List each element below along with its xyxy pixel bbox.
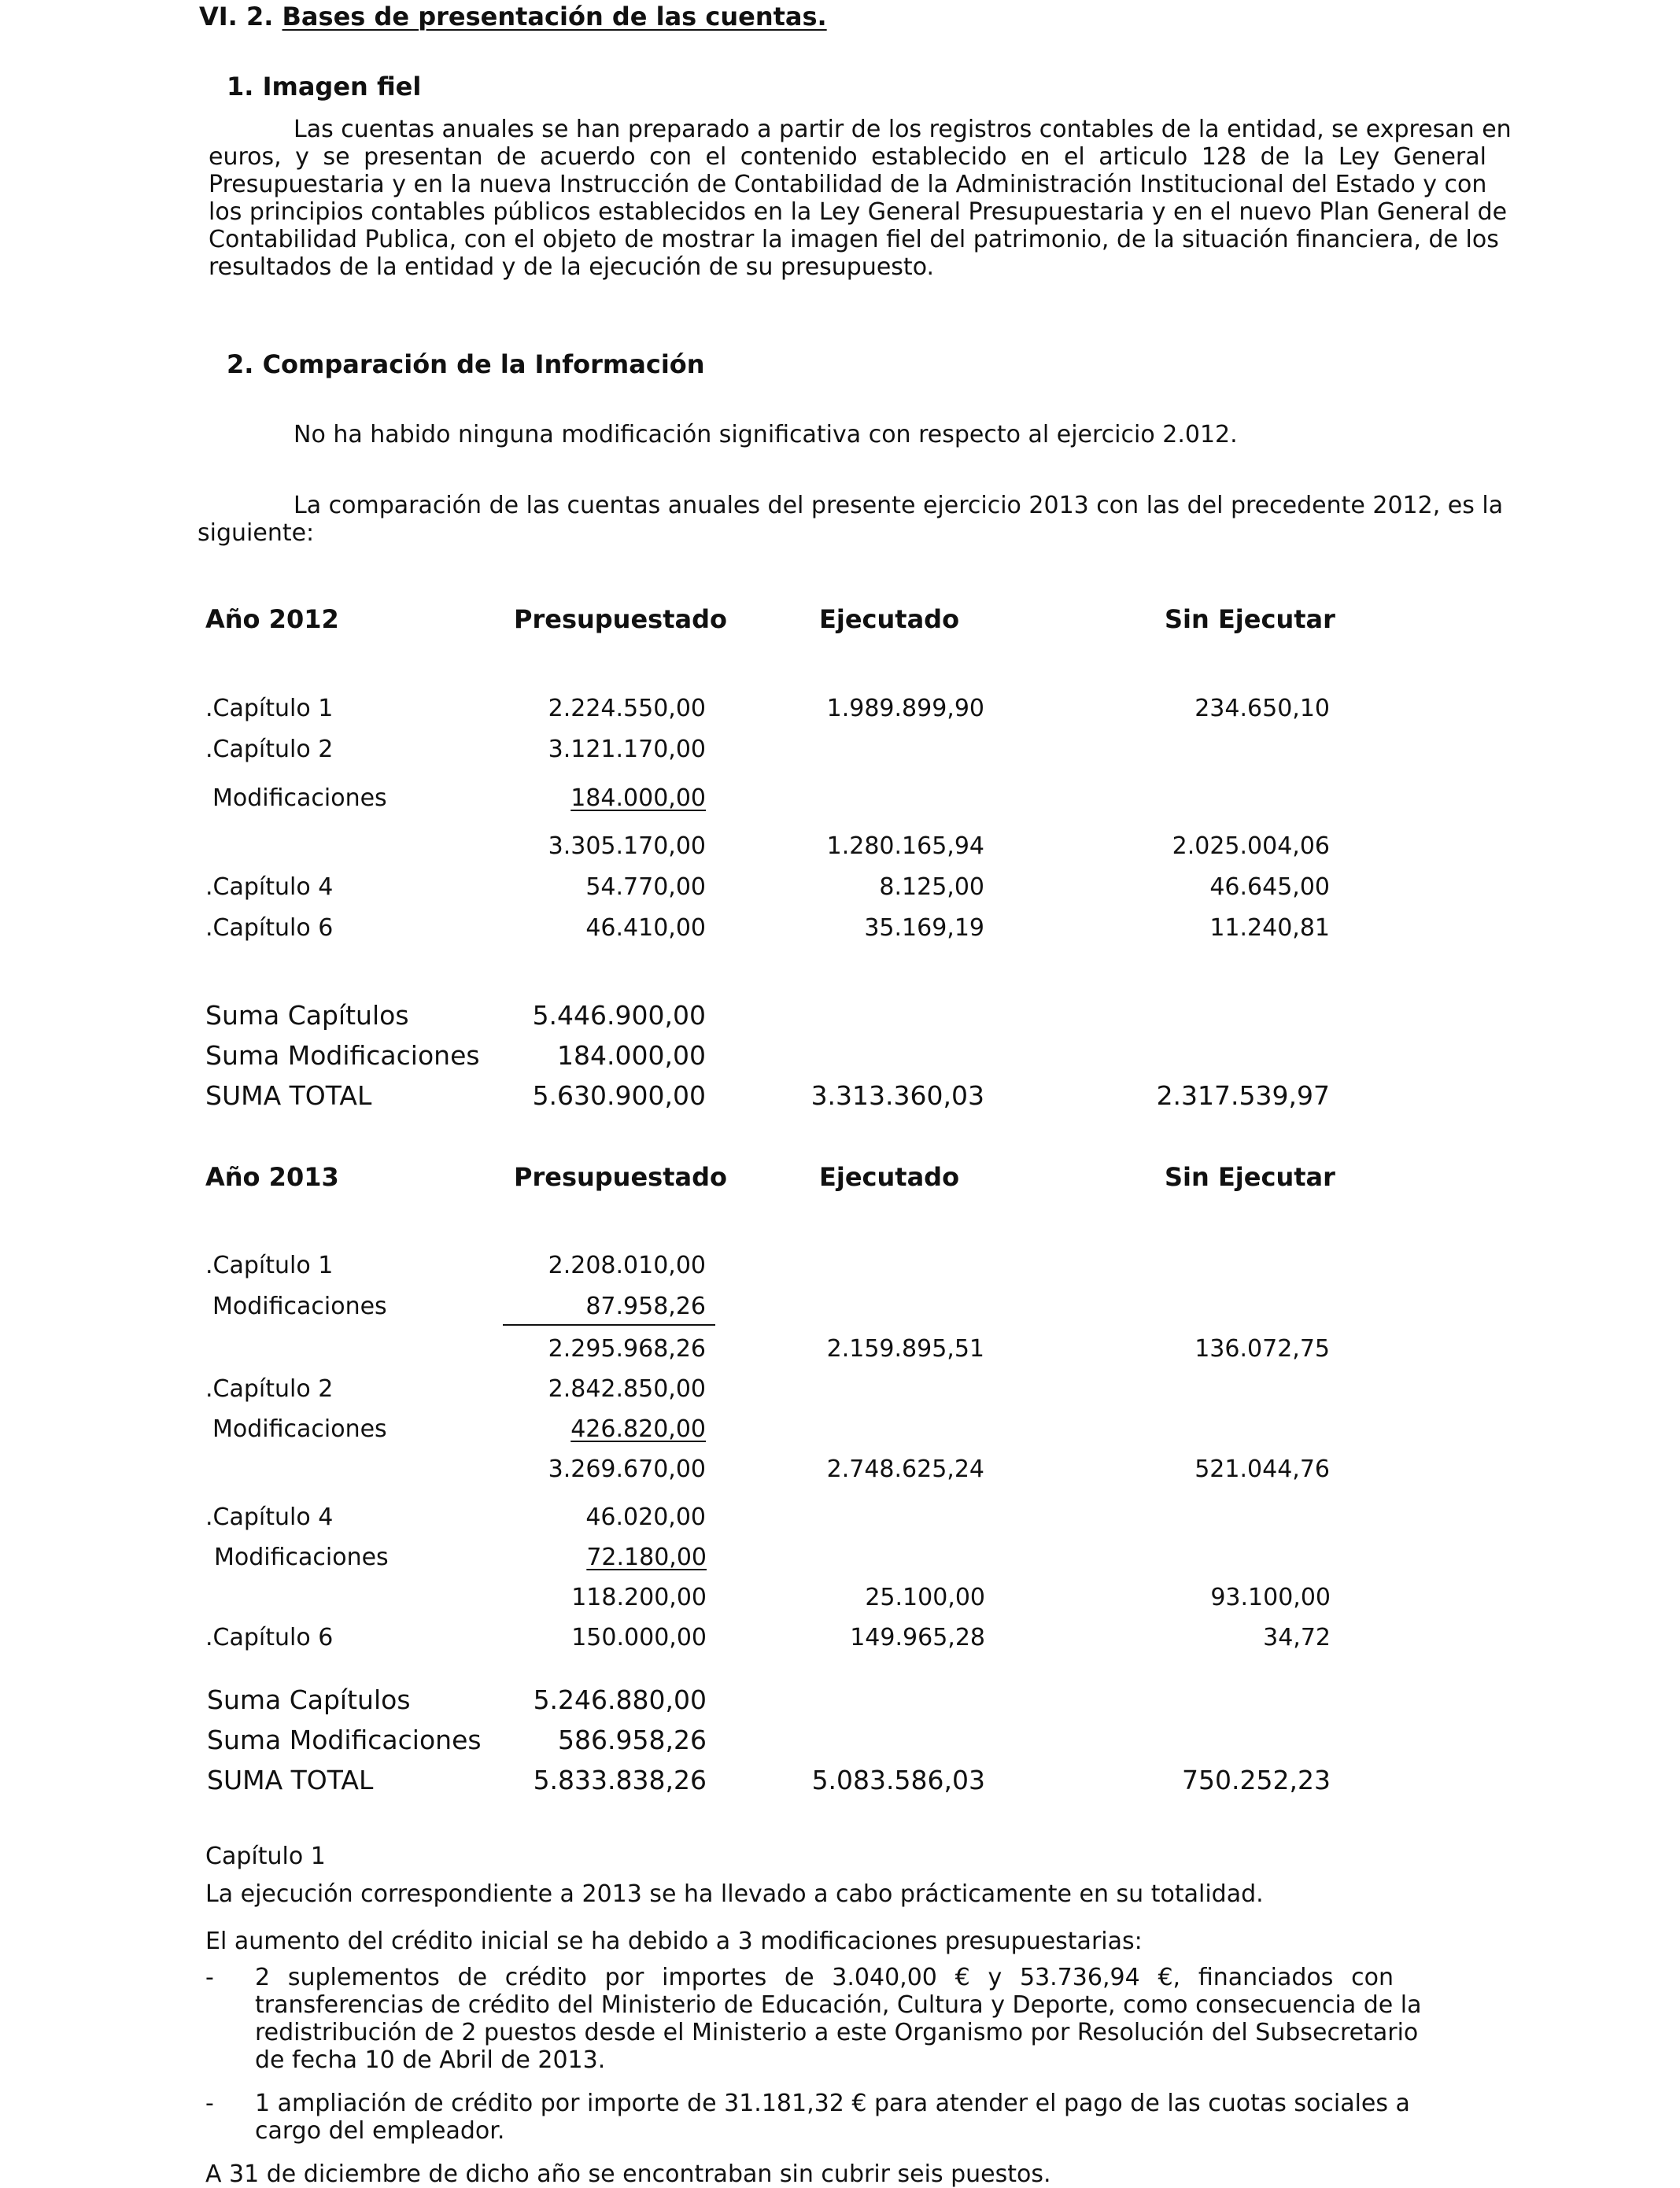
cell-presupuestado: 118.200,00 [571,1584,707,1611]
cell-ejecutado: 2.159.895,51 [826,1335,984,1363]
suma-modificaciones-value: 184.000,00 [557,1040,706,1071]
cell-presupuestado: 3.269.670,00 [548,1456,706,1483]
year-label-2013: Año 2013 [205,1162,339,1192]
notes-heading: Capítulo 1 [205,1843,326,1870]
suma-modificaciones-value: 586.958,26 [558,1725,707,1755]
bullet-line: de fecha 10 de Abril de 2013. [255,2046,606,2074]
cell-ejecutado: 1.280.165,94 [826,832,984,860]
suma-modificaciones-label: Suma Modificaciones [205,1040,480,1071]
subtotal-rule [503,1324,715,1326]
cell-presupuestado: 3.305.170,00 [548,832,706,860]
cell-presupuestado: 2.842.850,00 [548,1375,706,1403]
cell-presupuestado: 2.208.010,00 [548,1252,706,1279]
suma-total-label: SUMA TOTAL [205,1080,372,1111]
row-label: Modificaciones [212,1293,387,1320]
bullet-line: 2 suplementos de crédito por importes de 3.040,00 € y 53.736,94 €, financiados con [255,1964,1394,1991]
paragraph-line: Las cuentas anuales se han preparado a partir de los registros contables de la entidad, se expresan en [294,116,1512,143]
suma-total-sin-ejecutar: 2.317.539,97 [1156,1080,1330,1111]
section-number: VI. 2. [199,2,274,31]
cell-presupuestado: 46.410,00 [585,914,706,942]
suma-capitulos-value: 5.246.880,00 [533,1684,707,1715]
row-label: .Capítulo 4 [205,873,334,901]
cell-sin-ejecutar: 11.240,81 [1209,914,1330,942]
cell-presupuestado: 87.958,26 [585,1293,706,1320]
cell-presupuestado: 72.180,00 [586,1544,707,1571]
paragraph-line: los principios contables públicos establecidos en la Ley General Presupuestaria y en el nuevo Plan General de [209,198,1508,226]
suma-modificaciones-label: Suma Modificaciones [207,1725,482,1755]
notes-paragraph-1: La ejecución correspondiente a 2013 se ha llevado a cabo prácticamente en su totalidad. [205,1880,1264,1908]
comparacion-paragraph-2-line-2: siguiente: [198,519,315,547]
row-label: .Capítulo 4 [205,1504,334,1531]
row-label: Modificaciones [212,1415,387,1443]
cell-ejecutado: 8.125,00 [879,873,984,901]
row-label: Modificaciones [212,784,387,812]
bullet-line: cargo del empleador. [255,2117,505,2145]
cell-sin-ejecutar: 93.100,00 [1210,1584,1331,1611]
imagen-fiel-heading: 1. Imagen fiel [227,72,422,101]
suma-capitulos-value: 5.446.900,00 [532,1000,706,1031]
section-heading [199,2,827,31]
cell-presupuestado: 3.121.170,00 [548,736,706,763]
row-label: .Capítulo 6 [205,1624,334,1651]
comparacion-heading: 2. Comparación de la Información [227,349,705,379]
col-header-sin-ejecutar: Sin Ejecutar [1165,604,1335,634]
paragraph-line: euros, y se presentan de acuerdo con el contenido establecido en el articulo 128 de la Ley General [209,143,1486,171]
cell-presupuestado: 426.820,00 [570,1415,706,1443]
cell-sin-ejecutar: 34,72 [1263,1624,1331,1651]
notes-paragraph-2: El aumento del crédito inicial se ha debido a 3 modificaciones presupuestarias: [205,1928,1143,1955]
suma-total-label: SUMA TOTAL [207,1765,374,1795]
suma-total-sin-ejecutar: 750.252,23 [1182,1765,1331,1795]
cell-presupuestado: 150.000,00 [571,1624,707,1651]
suma-total-presupuestado: 5.833.838,26 [533,1765,707,1795]
col-header-sin-ejecutar: Sin Ejecutar [1165,1162,1335,1192]
suma-capitulos-label: Suma Capítulos [205,1000,409,1031]
cell-sin-ejecutar: 136.072,75 [1194,1335,1330,1363]
col-header-presupuestado: Presupuestado [514,604,727,634]
cell-presupuestado: 54.770,00 [585,873,706,901]
paragraph-line: Presupuestaria y en la nueva Instrucción de Contabilidad de la Administración Institucional del Estado y con [209,171,1487,198]
col-header-ejecutado: Ejecutado [819,604,960,634]
suma-capitulos-label: Suma Capítulos [207,1684,411,1715]
paragraph-line: Contabilidad Publica, con el objeto de mostrar la imagen fiel del patrimonio, de la situación financiera, de los [209,226,1499,253]
row-label: .Capítulo 1 [205,695,334,722]
year-label-2012: Año 2012 [205,604,339,634]
paragraph-line: resultados de la entidad y de la ejecución de su presupuesto. [209,253,935,281]
cell-presupuestado: 2.295.968,26 [548,1335,706,1363]
cell-ejecutado: 35.169,19 [864,914,984,942]
cell-presupuestado: 2.224.550,00 [548,695,706,722]
notes-closing: A 31 de diciembre de dicho año se encontraban sin cubrir seis puestos. [205,2160,1051,2188]
row-label: .Capítulo 1 [205,1252,334,1279]
cell-sin-ejecutar: 46.645,00 [1209,873,1330,901]
col-header-presupuestado: Presupuestado [514,1162,727,1192]
suma-total-presupuestado: 5.630.900,00 [532,1080,706,1111]
comparacion-paragraph-2-line-1: La comparación de las cuentas anuales del presente ejercicio 2013 con las del precedente 2012, es la [294,492,1504,519]
bullet-line: transferencias de crédito del Ministerio de Educación, Cultura y Deporte, como consecuencia de la [255,1991,1422,2019]
cell-sin-ejecutar: 234.650,10 [1194,695,1330,722]
suma-total-ejecutado: 3.313.360,03 [810,1080,984,1111]
row-label: .Capítulo 2 [205,1375,334,1403]
suma-total-ejecutado: 5.083.586,03 [811,1765,985,1795]
cell-ejecutado: 1.989.899,90 [826,695,984,722]
comparacion-paragraph-1: No ha habido ninguna modificación significativa con respecto al ejercicio 2.012. [294,421,1238,448]
bullet-marker: - [205,1964,214,1991]
row-label: .Capítulo 6 [205,914,334,942]
cell-ejecutado: 25.100,00 [865,1584,985,1611]
bullet-marker: - [205,2090,214,2117]
cell-presupuestado: 184.000,00 [570,784,706,812]
cell-ejecutado: 2.748.625,24 [826,1456,984,1483]
cell-ejecutado: 149.965,28 [850,1624,985,1651]
row-label: Modificaciones [214,1544,389,1571]
cell-sin-ejecutar: 2.025.004,06 [1172,832,1330,860]
section-title: Bases de presentación de las cuentas. [282,2,827,31]
cell-presupuestado: 46.020,00 [585,1504,706,1531]
bullet-line: redistribución de 2 puestos desde el Ministerio a este Organismo por Resolución del Subsecretario [255,2019,1419,2046]
cell-sin-ejecutar: 521.044,76 [1194,1456,1330,1483]
row-label: .Capítulo 2 [205,736,334,763]
bullet-line: 1 ampliación de crédito por importe de 31.181,32 € para atender el pago de las cuotas sociales a [255,2090,1410,2117]
col-header-ejecutado: Ejecutado [819,1162,960,1192]
